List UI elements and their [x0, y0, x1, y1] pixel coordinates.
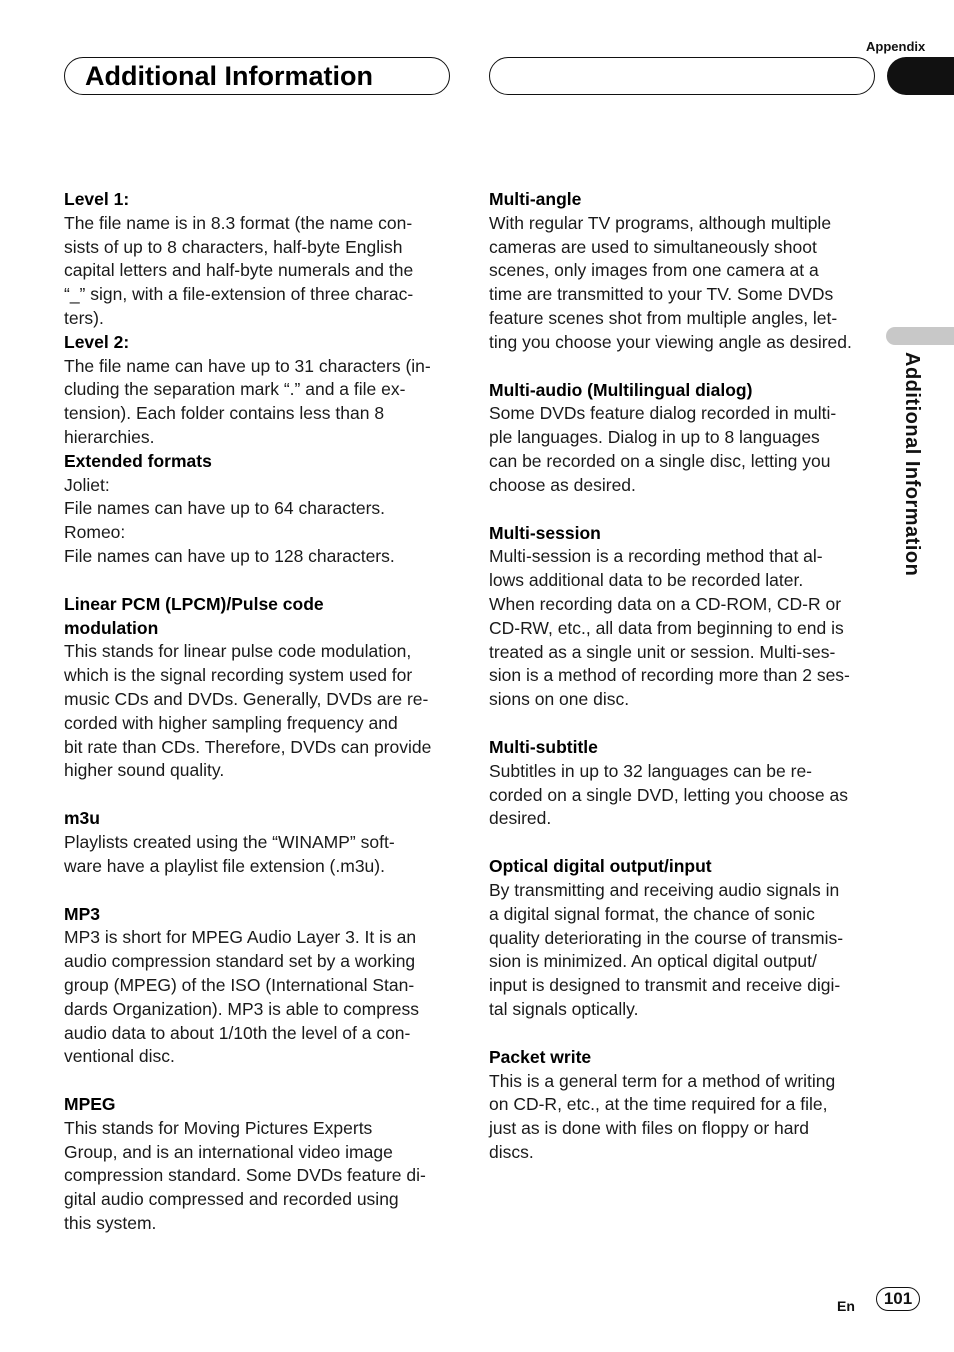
entry-line: The file name can have up to 31 characters (in-	[64, 355, 431, 376]
entry-line: This stands for linear pulse code modulation,	[64, 641, 412, 662]
entry-line: desired.	[489, 808, 552, 829]
entry-line: ting you choose your viewing angle as desired.	[489, 331, 852, 352]
entry-line: sists of up to 8 characters, half-byte English	[64, 236, 403, 257]
page-title: Additional Information	[85, 61, 373, 91]
entry-line: The file name is in 8.3 format (the name con-	[64, 212, 413, 233]
entry-line: CD-RW, etc., all data from beginning to end is	[489, 617, 844, 638]
definition-entry	[64, 807, 454, 878]
definition-entry	[489, 188, 879, 355]
entry-line: treated as a single unit or session. Multi-ses-	[489, 641, 836, 662]
entry-line: MP3 is short for MPEG Audio Layer 3. It is an	[64, 927, 417, 948]
entry-heading: Optical digital output/input	[489, 856, 712, 877]
definition-entry	[489, 522, 879, 712]
entry-line: Multi-session is a recording method that al-	[489, 546, 823, 567]
language-label: En	[837, 1298, 855, 1314]
title-box	[64, 57, 450, 95]
entry-line: This is a general term for a method of writing	[489, 1070, 836, 1091]
entry-line: When recording data on a CD-ROM, CD-R or	[489, 593, 842, 614]
entry-line: gital audio compressed and recorded using	[64, 1189, 399, 1210]
entry-line: hierarchies.	[64, 426, 155, 447]
definition-entry	[64, 188, 454, 569]
page-number: 101	[876, 1287, 920, 1311]
entry-heading: m3u	[64, 808, 100, 829]
entry-heading: Linear PCM (LPCM)/Pulse code	[64, 593, 324, 614]
entry-line: cluding the separation mark “.” and a file ex-	[64, 379, 406, 400]
entry-line: higher sound quality.	[64, 760, 225, 781]
entry-line: quality deteriorating in the course of transmis-	[489, 927, 844, 948]
entry-line: bit rate than CDs. Therefore, DVDs can provide	[64, 736, 432, 757]
definition-entry	[64, 593, 454, 783]
entry-line: which is the signal recording system used for	[64, 665, 413, 686]
entry-line: choose as desired.	[489, 474, 636, 495]
entry-line: on CD-R, etc., at the time required for a file,	[489, 1094, 828, 1115]
left-column	[64, 188, 454, 1260]
entry-heading: modulation	[64, 617, 159, 638]
entry-line: just as is done with files on floppy or hard	[489, 1118, 810, 1139]
entry-heading: MPEG	[64, 1094, 116, 1115]
entry-line: dards Organization). MP3 is able to compress	[64, 998, 420, 1019]
entry-line: Subtitles in up to 32 languages can be re-	[489, 760, 812, 781]
entry-heading: Multi-session	[489, 522, 601, 543]
entry-line: this system.	[64, 1213, 157, 1234]
entry-heading: Level 1:	[64, 189, 130, 209]
entry-line: can be recorded on a single disc, letting you	[489, 450, 831, 471]
entry-heading: Multi-angle	[489, 189, 582, 209]
entry-line: Romeo:	[64, 522, 126, 543]
definition-entry	[489, 855, 879, 1022]
entry-line: ters).	[64, 307, 104, 328]
entry-line: “_” sign, with a file-extension of three charac-	[64, 284, 414, 305]
appendix-label: Appendix	[866, 39, 926, 54]
entry-heading: Level 2:	[64, 331, 130, 352]
entry-line: input is designed to transmit and receive digi-	[489, 975, 841, 996]
entry-line: sion is minimized. An optical digital output/	[489, 951, 817, 972]
header-blank-box	[489, 57, 875, 95]
entry-line: Joliet:	[64, 474, 110, 495]
definition-entry	[489, 379, 879, 498]
entry-line: audio data to about 1/10th the level of a con-	[64, 1022, 411, 1043]
entry-line: Playlists created using the “WINAMP” soft-	[64, 831, 395, 852]
entry-line: corded on a single DVD, letting you choose as	[489, 784, 848, 805]
entry-line: ware have a playlist file extension (.m3u).	[64, 855, 385, 876]
entry-heading: MP3	[64, 903, 100, 924]
definition-entry	[489, 1046, 879, 1165]
entry-line: File names can have up to 64 characters.	[64, 498, 386, 519]
entry-line: tal signals optically.	[489, 998, 639, 1019]
definition-entry	[64, 1093, 454, 1236]
entry-line: a digital signal format, the chance of sonic	[489, 903, 815, 924]
entry-heading: Extended formats	[64, 450, 212, 471]
entry-line: ple languages. Dialog in up to 8 languages	[489, 427, 820, 448]
entry-line: compression standard. Some DVDs feature di-	[64, 1165, 426, 1186]
entry-heading: Multi-subtitle	[489, 736, 598, 757]
entry-line: File names can have up to 128 characters.	[64, 545, 395, 566]
entry-line: Some DVDs feature dialog recorded in multi-	[489, 403, 837, 424]
entry-line: corded with higher sampling frequency and	[64, 712, 398, 733]
side-tab-marker	[886, 327, 954, 345]
entry-line: By transmitting and receiving audio signals in	[489, 879, 840, 900]
entry-line: audio compression standard set by a working	[64, 951, 416, 972]
entry-heading: Packet write	[489, 1046, 592, 1067]
entry-line: capital letters and half-byte numerals and the	[64, 260, 414, 281]
entry-line: Group, and is an international video image	[64, 1141, 393, 1162]
entry-line: music CDs and DVDs. Generally, DVDs are re-	[64, 688, 429, 709]
entry-heading: Multi-audio (Multilingual dialog)	[489, 379, 753, 400]
entry-line: With regular TV programs, although multiple	[489, 212, 832, 233]
entry-line: group (MPEG) of the ISO (International Stan-	[64, 974, 415, 995]
entry-line: tension). Each folder contains less than 8	[64, 403, 385, 424]
definition-entry	[64, 903, 454, 1070]
right-column	[489, 188, 879, 1189]
definition-entry	[489, 736, 879, 831]
entry-line: This stands for Moving Pictures Experts	[64, 1117, 373, 1138]
section-tab-marker	[887, 57, 954, 95]
entry-line: ventional disc.	[64, 1046, 175, 1067]
side-section-label: Additional Information	[901, 352, 923, 577]
entry-line: cameras are used to simultaneously shoot	[489, 236, 817, 257]
entry-line: sion is a method of recording more than 2 ses-	[489, 665, 850, 686]
entry-line: scenes, only images from one camera at a	[489, 260, 819, 281]
entry-line: feature scenes shot from multiple angles, let-	[489, 307, 838, 328]
entry-line: lows additional data to be recorded later.	[489, 570, 804, 591]
entry-line: discs.	[489, 1141, 534, 1162]
entry-line: sions on one disc.	[489, 689, 630, 710]
entry-line: time are transmitted to your TV. Some DVDs	[489, 284, 834, 305]
